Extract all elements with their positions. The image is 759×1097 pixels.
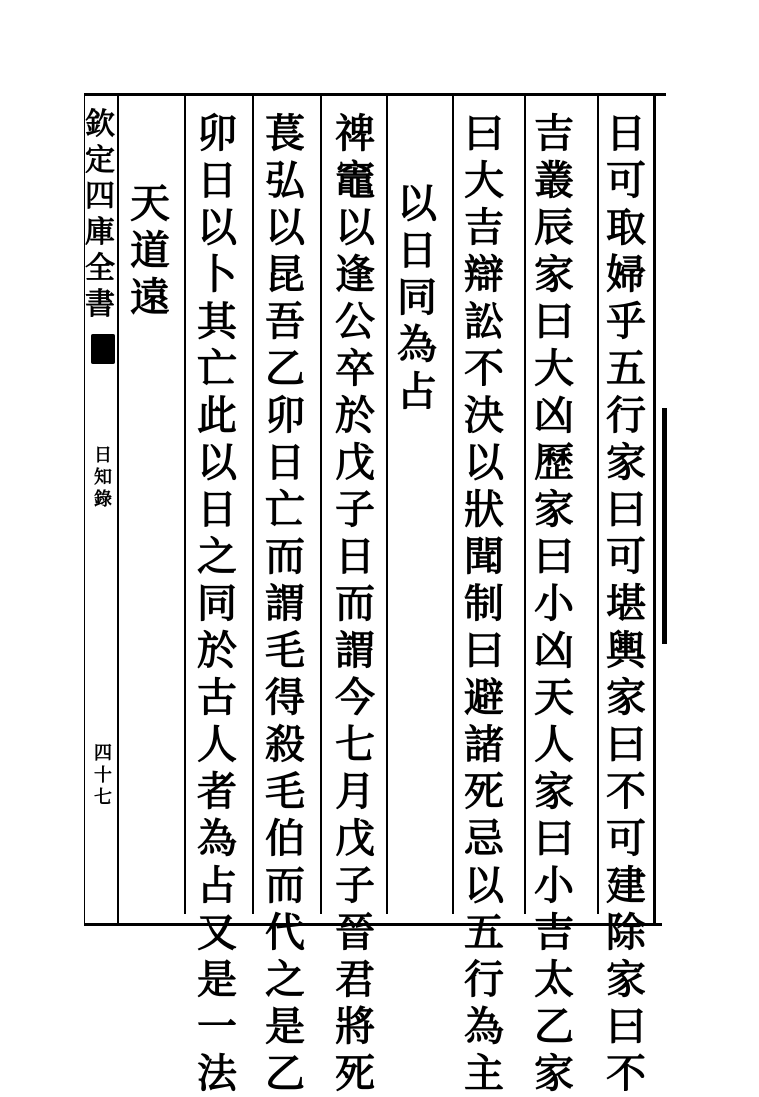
text-char: 不 xyxy=(464,345,504,392)
column-divider xyxy=(320,96,322,914)
text-char: 於 xyxy=(335,392,375,439)
text-char: 亡 xyxy=(265,486,305,533)
text-char: 大 xyxy=(464,157,504,204)
text-char: 死 xyxy=(335,1050,375,1097)
text-char: 曰 xyxy=(606,486,646,533)
text-char: 謂 xyxy=(265,580,305,627)
text-char: 叢 xyxy=(534,157,574,204)
text-char: 定 xyxy=(85,143,115,178)
text-char: 十 xyxy=(94,765,112,786)
margin-book-title xyxy=(92,446,114,512)
text-char: 為 xyxy=(464,1003,504,1050)
text-char: 四 xyxy=(94,743,112,764)
column-divider xyxy=(252,96,254,914)
text-char: 知 xyxy=(94,467,112,488)
text-char: 日 xyxy=(94,445,112,466)
text-char: 於 xyxy=(197,627,237,674)
text-char: 曰 xyxy=(464,627,504,674)
text-char: 主 xyxy=(464,1050,504,1097)
text-char: 輿 xyxy=(606,627,646,674)
text-char: 以 xyxy=(197,439,237,486)
text-char: 吉 xyxy=(464,204,504,251)
text-char: 卜 xyxy=(197,251,237,298)
text-char: 戊 xyxy=(335,815,375,862)
text-char: 家 xyxy=(606,956,646,1003)
text-char: 小 xyxy=(534,580,574,627)
text-char: 制 xyxy=(464,580,504,627)
text-char: 死 xyxy=(464,768,504,815)
text-char: 公 xyxy=(335,298,375,345)
text-char: 卒 xyxy=(335,345,375,392)
text-char: 為 xyxy=(397,321,437,368)
text-char: 可 xyxy=(606,533,646,580)
text-char: 辯 xyxy=(464,251,504,298)
text-char: 又 xyxy=(197,909,237,956)
text-char: 庫 xyxy=(85,215,115,250)
right-thick-bar xyxy=(662,408,667,644)
text-char: 諸 xyxy=(464,721,504,768)
text-char: 之 xyxy=(265,956,305,1003)
text-char: 七 xyxy=(335,721,375,768)
text-char: 晉 xyxy=(335,909,375,956)
margin-title xyxy=(84,108,116,324)
text-char: 辰 xyxy=(534,204,574,251)
text-char: 家 xyxy=(606,674,646,721)
text-char: 此 xyxy=(197,392,237,439)
fishtail-mark xyxy=(91,334,115,364)
text-char: 以 xyxy=(197,204,237,251)
text-char: 人 xyxy=(197,721,237,768)
text-char: 曰 xyxy=(534,298,574,345)
text-char: 君 xyxy=(335,956,375,1003)
text-char: 同 xyxy=(397,274,437,321)
text-char: 殺 xyxy=(265,721,305,768)
text-char: 行 xyxy=(606,392,646,439)
text-char: 而 xyxy=(335,580,375,627)
text-char: 道 xyxy=(130,227,170,274)
text-char: 卯 xyxy=(197,110,237,157)
column-divider xyxy=(184,96,186,914)
text-char: 是 xyxy=(265,1003,305,1050)
column-divider xyxy=(524,96,526,914)
text-char: 錄 xyxy=(94,489,112,510)
text-char: 曰 xyxy=(606,1003,646,1050)
text-column-8 xyxy=(125,180,175,321)
text-char: 萇 xyxy=(265,110,305,157)
text-char: 書 xyxy=(85,287,115,322)
text-char: 太 xyxy=(534,956,574,1003)
text-char: 七 xyxy=(94,787,112,808)
text-char: 歷 xyxy=(534,439,574,486)
text-char: 可 xyxy=(606,157,646,204)
text-char: 凶 xyxy=(534,392,574,439)
text-char: 將 xyxy=(335,1003,375,1050)
text-char: 避 xyxy=(464,674,504,721)
text-char: 訟 xyxy=(464,298,504,345)
text-char: 家 xyxy=(534,486,574,533)
text-char: 天 xyxy=(534,674,574,721)
text-char: 卯 xyxy=(265,392,305,439)
text-column-3 xyxy=(459,110,509,1097)
column-divider xyxy=(452,96,454,914)
text-char: 乙 xyxy=(265,1050,305,1097)
text-char: 吉 xyxy=(534,909,574,956)
text-char: 全 xyxy=(85,251,115,286)
text-char: 乙 xyxy=(534,1003,574,1050)
column-divider xyxy=(386,96,388,914)
text-char: 日 xyxy=(265,439,305,486)
text-char: 家 xyxy=(534,1050,574,1097)
text-char: 伯 xyxy=(265,815,305,862)
text-char: 建 xyxy=(606,862,646,909)
text-char: 得 xyxy=(265,674,305,721)
text-char: 婦 xyxy=(606,251,646,298)
text-char: 謂 xyxy=(335,627,375,674)
text-char: 占 xyxy=(397,368,437,415)
text-char: 欽 xyxy=(85,107,115,142)
text-char: 家 xyxy=(534,768,574,815)
text-char: 四 xyxy=(85,179,115,214)
text-char: 日 xyxy=(197,486,237,533)
text-char: 聞 xyxy=(464,533,504,580)
text-char: 亡 xyxy=(197,345,237,392)
text-char: 取 xyxy=(606,204,646,251)
text-char: 不 xyxy=(606,768,646,815)
top-border xyxy=(84,93,666,96)
text-char: 者 xyxy=(197,768,237,815)
text-char: 人 xyxy=(534,721,574,768)
text-char: 凶 xyxy=(534,627,574,674)
text-char: 五 xyxy=(464,909,504,956)
text-char: 日 xyxy=(335,533,375,580)
text-char: 行 xyxy=(464,956,504,1003)
text-char: 弘 xyxy=(265,157,305,204)
text-char: 以 xyxy=(397,180,437,227)
text-char: 一 xyxy=(197,1003,237,1050)
text-column-5 xyxy=(330,110,380,1097)
text-char: 今 xyxy=(335,674,375,721)
text-char: 遠 xyxy=(130,274,170,321)
text-char: 吉 xyxy=(534,110,574,157)
text-char: 逢 xyxy=(335,251,375,298)
text-char: 乎 xyxy=(606,298,646,345)
text-char: 曰 xyxy=(606,721,646,768)
text-char: 以 xyxy=(335,204,375,251)
text-char: 日 xyxy=(397,227,437,274)
text-char: 曰 xyxy=(534,815,574,862)
text-char: 戊 xyxy=(335,439,375,486)
text-char: 小 xyxy=(534,862,574,909)
text-char: 子 xyxy=(335,862,375,909)
text-char: 子 xyxy=(335,486,375,533)
text-char: 毛 xyxy=(265,768,305,815)
text-column-1 xyxy=(601,110,651,1097)
text-char: 昆 xyxy=(265,251,305,298)
text-char: 法 xyxy=(197,1050,237,1097)
right-border xyxy=(653,96,656,926)
text-column-6 xyxy=(260,110,310,1097)
text-char: 家 xyxy=(534,251,574,298)
text-char: 禆 xyxy=(335,110,375,157)
section-heading xyxy=(392,180,442,415)
text-char: 之 xyxy=(197,533,237,580)
text-char: 決 xyxy=(464,392,504,439)
text-char: 可 xyxy=(606,815,646,862)
text-char: 曰 xyxy=(534,533,574,580)
text-column-7 xyxy=(192,110,242,1097)
text-char: 家 xyxy=(606,439,646,486)
text-char: 是 xyxy=(197,956,237,1003)
text-char: 月 xyxy=(335,768,375,815)
text-char: 代 xyxy=(265,909,305,956)
text-char: 狀 xyxy=(464,486,504,533)
text-char: 吾 xyxy=(265,298,305,345)
text-char: 除 xyxy=(606,909,646,956)
text-char: 不 xyxy=(606,1050,646,1097)
text-char: 其 xyxy=(197,298,237,345)
text-char: 堪 xyxy=(606,580,646,627)
text-char: 竈 xyxy=(335,157,375,204)
text-char: 為 xyxy=(197,815,237,862)
text-char: 曰 xyxy=(464,110,504,157)
text-char: 毛 xyxy=(265,627,305,674)
margin-divider xyxy=(117,96,119,926)
text-char: 大 xyxy=(534,345,574,392)
text-char: 五 xyxy=(606,345,646,392)
text-char: 乙 xyxy=(265,345,305,392)
text-char: 日 xyxy=(606,110,646,157)
margin-page-number xyxy=(92,744,114,810)
text-char: 古 xyxy=(197,674,237,721)
text-char: 以 xyxy=(464,439,504,486)
text-char: 以 xyxy=(464,862,504,909)
column-divider xyxy=(597,96,599,914)
text-char: 天 xyxy=(130,180,170,227)
text-char: 以 xyxy=(265,204,305,251)
text-column-2 xyxy=(529,110,579,1097)
text-char: 而 xyxy=(265,862,305,909)
text-char: 占 xyxy=(197,862,237,909)
text-char: 忌 xyxy=(464,815,504,862)
text-char: 而 xyxy=(265,533,305,580)
text-char: 日 xyxy=(197,157,237,204)
text-char: 同 xyxy=(197,580,237,627)
